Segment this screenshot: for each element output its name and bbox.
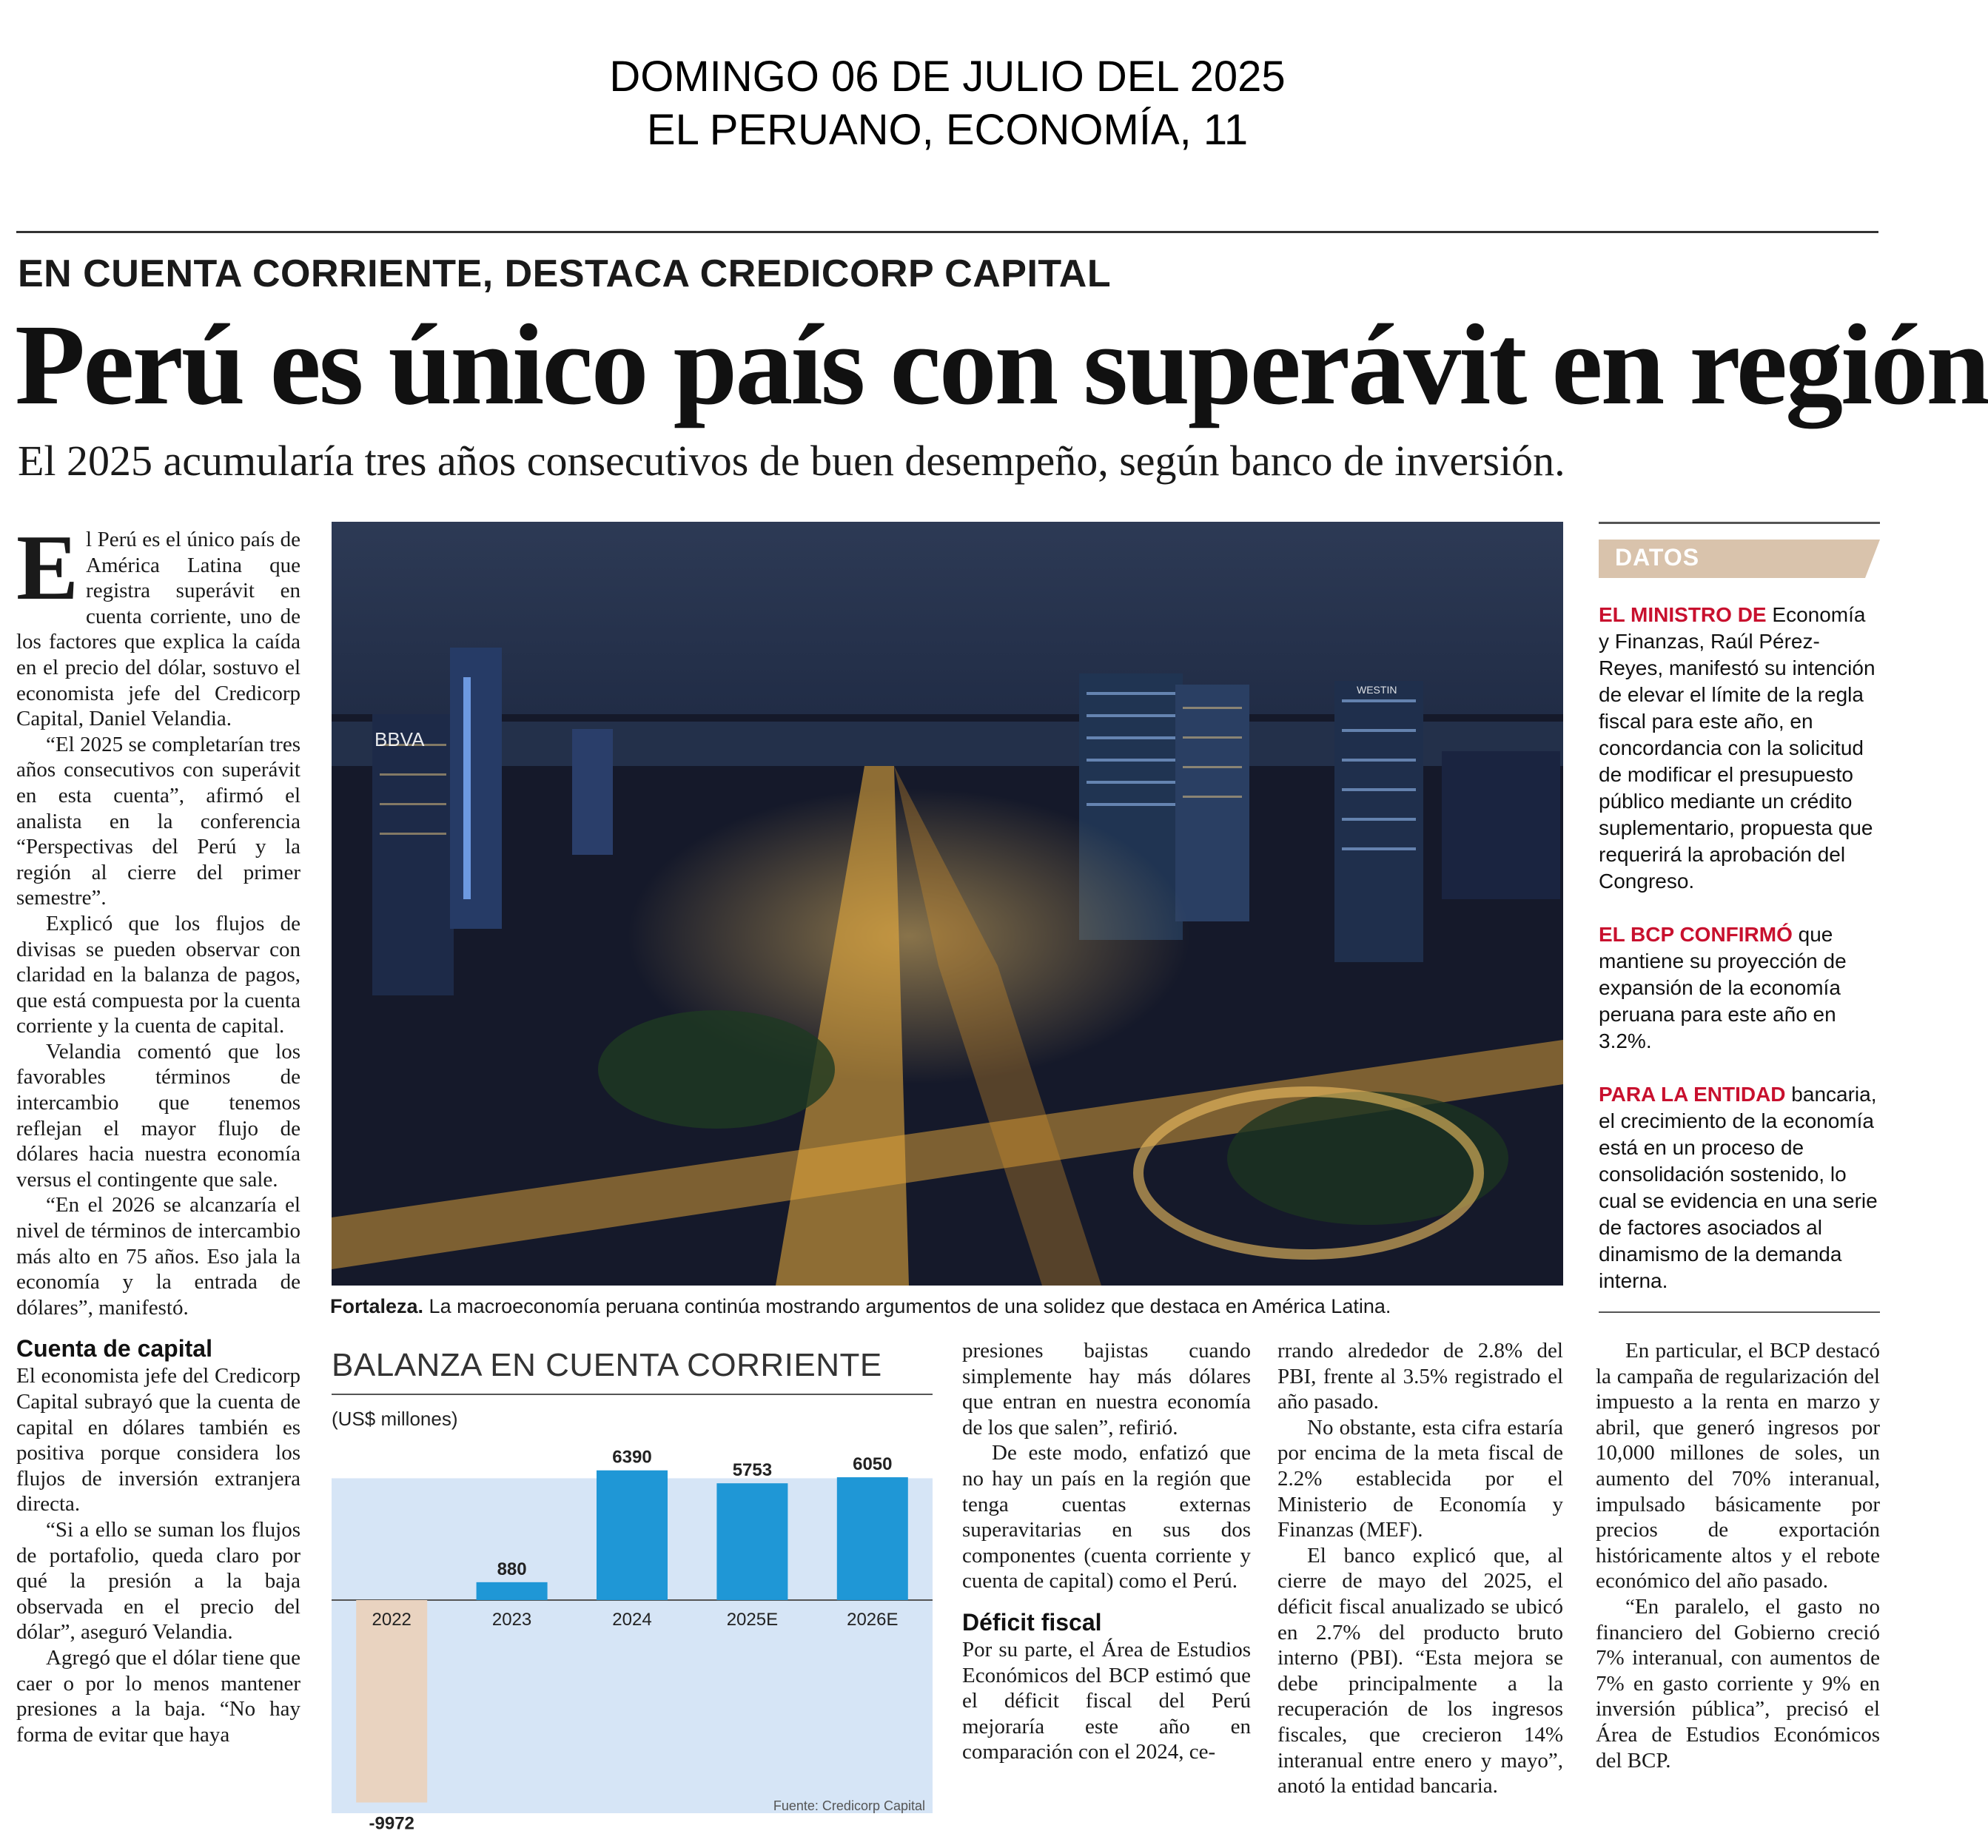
- category-label-2024: 2024: [612, 1610, 652, 1630]
- paragraph: rrando alrededor de 2.8% del PBI, frente al 3.5% registrado el año pasado.: [1277, 1339, 1563, 1414]
- paragraph: El economista jefe del Credicorp Capital subrayó que la cuenta de capital en dólares también es positiva porque considera los flujos de inversión extranjera directa.: [16, 1364, 300, 1516]
- datos-body: [1599, 602, 1878, 1321]
- article-column-2: [962, 1338, 1251, 1841]
- paragraph: El Perú es el único país de América Latina que registra superávit en cuenta corriente, uno de los factores que explica la caída en el precio del dólar, sostuvo el economista jefe del Credicorp Capital, Daniel Velandia.: [16, 517, 300, 731]
- datos-box: [1599, 522, 1880, 1306]
- bar-2026E: [837, 1477, 908, 1600]
- section-subhead: Déficit fiscal: [962, 1608, 1102, 1636]
- bbva-sign: BBVA: [375, 728, 425, 750]
- bar-2024: [597, 1471, 668, 1600]
- article-column-1: [16, 517, 300, 1837]
- datos-item: PARA LA ENTIDAD bancaria, el crecimiento de la economía está en un proceso de consolidación sostenido, lo cual se evidencia en una serie de factores asociados al dinamismo de la demanda interna.: [1599, 1083, 1878, 1292]
- paragraph: “En paralelo, el gasto no financiero del Gobierno creció 7% interanual, con aumentos de 7% en gasto corriente y 9% en inversión pública”, precisó el Área de Estudios Económicos del BCP.: [1596, 1594, 1880, 1773]
- paragraph: El banco explicó que, al cierre de mayo del 2025, el déficit fiscal anualizado se ubicó en 2.7% del producto bruto interno (PBI). “Esta mejora se debe principalmente a la recuperación de los ingresos fiscales, que crecieron 14% interanual entre enero y mayo”, anotó la entidad bancaria.: [1277, 1543, 1563, 1798]
- category-label-2025E: 2025E: [726, 1610, 779, 1630]
- data-label-2022: -9972: [369, 1813, 414, 1834]
- category-label-2022: 2022: [372, 1610, 412, 1630]
- article-headline: Perú es único país con superávit en región: [15, 300, 1988, 429]
- paragraph: presiones bajistas cuando simplemente hay más dólares que entran en nuestra economía de los que salen”, refirió.: [962, 1339, 1251, 1439]
- drop-cap: E: [16, 517, 79, 619]
- bar-2023: [477, 1582, 548, 1600]
- balance-bar-chart: [332, 1443, 933, 1834]
- paragraph: Agregó que el dólar tiene que caer o por lo menos mantener presiones a la baja. “No hay forma de evitar que haya: [16, 1645, 300, 1747]
- westin-sign: WESTIN: [1357, 684, 1397, 696]
- chart-source: Fuente: Credicorp Capital: [773, 1798, 925, 1813]
- datos-bottom-rule: [1599, 1311, 1880, 1313]
- chart-unit-label: (US$ millones): [332, 1408, 458, 1430]
- date-line: DOMINGO 06 DE JULIO DEL 2025: [609, 53, 1286, 101]
- category-label-2023: 2023: [491, 1610, 532, 1630]
- paragraph: De este modo, enfatizó que no hay un país en la región que tenga cuentas externas superavitarias en sus dos componentes (cuenta corriente y cuenta de capital) como el Perú.: [962, 1441, 1251, 1593]
- section-line: EL PERUANO, ECONOMÍA, 11: [646, 106, 1249, 154]
- paragraph: “En el 2026 se alcanzaría el nivel de términos de intercambio más alto en 75 años. Eso jala la economía y la entrada de dólares”, manifestó.: [16, 1193, 300, 1320]
- city-night-photo: [332, 522, 1563, 1286]
- datos-item: EL MINISTRO DE Economía y Finanzas, Raúl Pérez-Reyes, manifestó su intención de elevar el límite de la regla fiscal para este año, en concordancia con la solicitud de modificar el presupuesto público mediante un crédito suplementario, propuesta que requerirá la aprobación del Congreso.: [1599, 603, 1875, 893]
- chart-title: BALANZA EN CUENTA CORRIENTE: [332, 1347, 882, 1383]
- paragraph: Explicó que los flujos de divisas se pueden observar con claridad en la balanza de pagos, que está compuesta por la cuenta corriente y la cuenta de capital.: [16, 911, 300, 1038]
- article-column-3: [1277, 1338, 1563, 1841]
- article-kicker: EN CUENTA CORRIENTE, DESTACA CREDICORP CAPITAL: [18, 252, 1112, 295]
- bar-2022: [356, 1600, 427, 1803]
- datos-item: EL BCP CONFIRMÓ que mantiene su proyección de expansión de la economía peruana para este año en 3.2%.: [1599, 923, 1847, 1052]
- header-divider: [16, 231, 1878, 233]
- bar-2025E: [716, 1483, 788, 1600]
- data-label-2024: 6390: [612, 1447, 652, 1468]
- data-label-2023: 880: [497, 1559, 527, 1579]
- paragraph: “El 2025 se completarían tres años consecutivos con superávit en esta cuenta”, afirmó el analista en la conferencia “Perspectivas del Perú y la región al cierre del primer semestre”.: [16, 732, 300, 910]
- chart-title-rule: [332, 1394, 933, 1395]
- category-label-2026E: 2026E: [847, 1610, 899, 1630]
- paragraph: “Si a ello se suman los flujos de portafolio, queda claro por qué la presión a la baja observada en el precio del dólar”, aseguró Velandia.: [16, 1517, 300, 1644]
- paragraph: Por su parte, el Área de Estudios Económicos del BCP estimó que el déficit fiscal del Perú mejoraría este año en comparación con el 2024, ce-: [962, 1637, 1251, 1764]
- paragraph: En particular, el BCP destacó la campaña de regularización del impuesto a la renta en marzo y abril, que generó ingresos por 10,000 millones de soles, un aumento del 70% interanual, impulsado básicamente por precios de exportación históricamente altos y el rebote económico del año pasado.: [1596, 1339, 1880, 1593]
- section-subhead: Cuenta de capital: [16, 1335, 212, 1363]
- paragraph: Velandia comentó que los favorables términos de intercambio que tenemos reflejan el mayor flujo de dólares hacia nuestra economía versus el contingente que sale.: [16, 1039, 300, 1192]
- photo-caption: Fortaleza. La macroeconomía peruana continúa mostrando argumentos de una solidez que destaca en América Latina.: [330, 1295, 1391, 1317]
- article-column-4: [1596, 1338, 1880, 1841]
- paragraph: No obstante, esta cifra estaría por encima de la meta fiscal de 2.2% establecida por el Ministerio de Economía y Finanzas (MEF).: [1277, 1415, 1563, 1542]
- datos-tab: DATOS: [1599, 540, 1865, 578]
- data-label-2026E: 6050: [853, 1454, 893, 1475]
- datos-top-rule: [1599, 522, 1880, 524]
- article-subhead: El 2025 acumularía tres años consecutivos de buen desempeño, según banco de inversión.: [18, 437, 1565, 485]
- data-label-2025E: 5753: [732, 1460, 773, 1481]
